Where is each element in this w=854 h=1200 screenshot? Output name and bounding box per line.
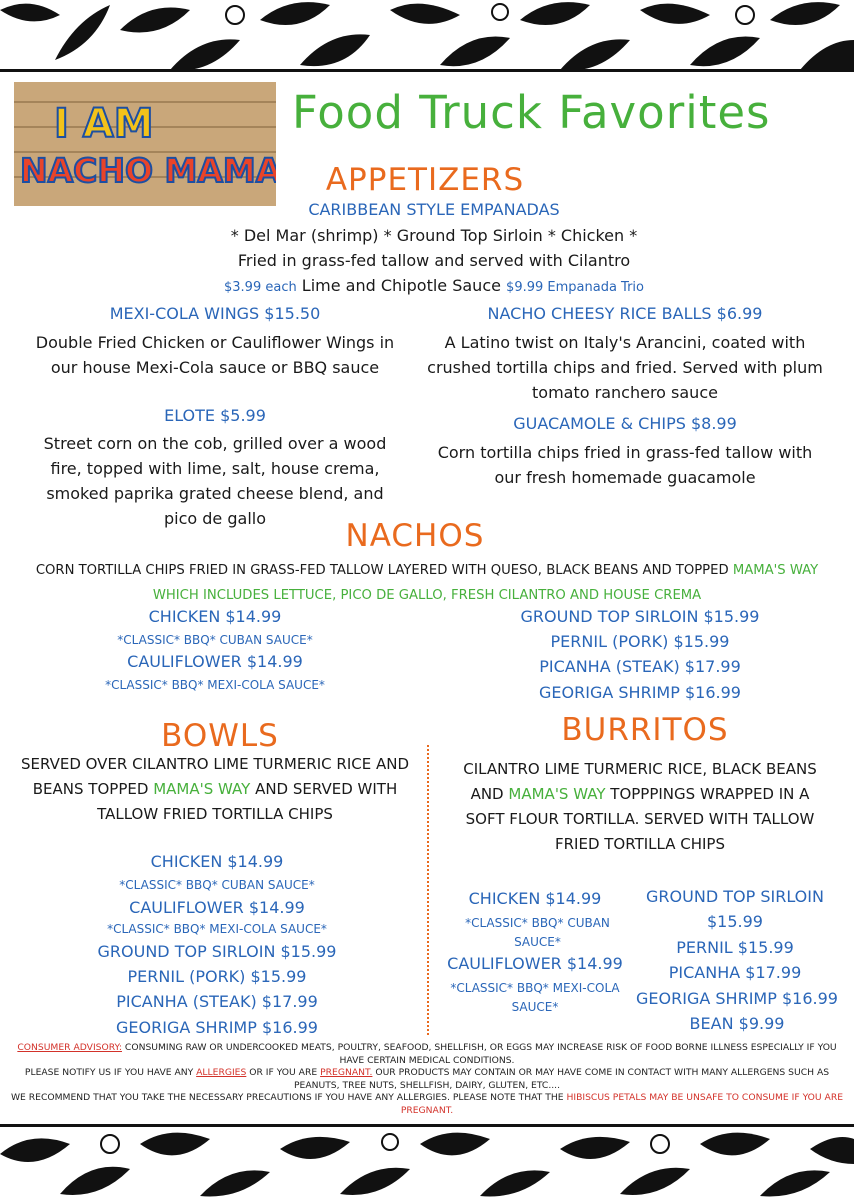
guac-name: GUACAMOLE & CHIPS $8.99 — [513, 414, 737, 433]
burritos-shrimp: GEORIGA SHRIMP $16.99 — [636, 989, 838, 1008]
burritos-bean: BEAN $9.99 — [689, 1014, 785, 1033]
nachos-pernil: PERNIL (PORK) $15.99 — [550, 632, 730, 651]
advisory-line3a: WE RECOMMEND THAT YOU TAKE THE NECESSARY PRECAUTIONS IF YOU HAVE ANY ALLERGIES. PLEASE NOTE THAT THE — [10, 1092, 564, 1104]
advisory-line1: CONSUMING RAW OR UNDERCOOKED MEATS, POULTRY, SEAFOOD, SHELLFISH, OR EGGS MAY INCREASE RISK OF FOOD BORNE ILLNESS ESPECIALLY IF YOU HAVE CERTAIN MEDICAL CONDITIONS. — [124, 1042, 837, 1066]
bowls-desc-b: AND SERVED WITH TALLOW FRIED TORTILLA CHIPS — [97, 780, 398, 823]
burritos-chicken: CHICKEN $14.99 — [468, 889, 602, 908]
advisory-allergies: ALLERGIES — [196, 1067, 247, 1079]
wings-desc: Double Fried Chicken or Cauliflower Wings in our house Mexi-Cola sauce or BBQ sauce — [35, 333, 395, 377]
nachos-cauliflower-sauces: *CLASSIC* BBQ* MEXI-COLA SAUCE* — [105, 678, 325, 692]
consumer-advisory — [10, 1042, 844, 1118]
empanada-each-price: $3.99 each — [224, 280, 297, 295]
top-leaf-border — [0, 0, 854, 72]
bowls-chicken: CHICKEN $14.99 — [150, 852, 284, 871]
empanadas-price-line — [0, 273, 854, 298]
burritos-picanha: PICANHA $17.99 — [668, 963, 802, 982]
empanadas-sauce: Lime and Chipotle Sauce — [301, 276, 501, 295]
nachos-picanha: PICANHA (STEAK) $17.99 — [539, 657, 741, 676]
column-divider — [427, 745, 429, 1035]
bowls-shrimp: GEORIGA SHRIMP $16.99 — [116, 1018, 318, 1037]
bowls-cauliflower: CAULIFLOWER $14.99 — [129, 898, 305, 917]
nachos-cauliflower: CAULIFLOWER $14.99 — [127, 652, 303, 671]
empanada-trio-price: $9.99 Empanada Trio — [506, 280, 644, 295]
burritos-sirloin-price: $15.99 — [707, 912, 763, 931]
bowls-picanha: PICANHA (STEAK) $17.99 — [116, 992, 318, 1011]
burritos-heading: BURRITOS — [561, 712, 729, 748]
burritos-cauliflower: CAULIFLOWER $14.99 — [447, 954, 623, 973]
logo-text-bottom: NACHO MAMA — [20, 151, 276, 190]
guac-desc: Corn tortilla chips fried in grass-fed tallow with our fresh homemade guacamole — [437, 443, 813, 487]
nachos-chicken-sauces: *CLASSIC* BBQ* CUBAN SAUCE* — [117, 633, 313, 647]
page-title: Food Truck Favorites — [292, 86, 771, 139]
empanadas-name: CARIBBEAN STYLE EMPANADAS — [308, 200, 560, 219]
logo-text-top: I AM — [54, 101, 154, 147]
bowls-cauliflower-sauces: *CLASSIC* BBQ* MEXI-COLA SAUCE* — [107, 922, 327, 936]
empanadas-desc: Fried in grass-fed tallow and served with Cilantro — [237, 251, 631, 270]
advisory-hibiscus: HIBISCUS PETALS MAY BE UNSAFE TO CONSUME IF YOU ARE PREGNANT. — [400, 1092, 844, 1116]
elote-desc: Street corn on the cob, grilled over a wood fire, topped with lime, salt, house crema, smoked paprika grated cheese blend, and pico de gallo — [43, 434, 387, 528]
empanadas-fillings: * Del Mar (shrimp) * Ground Top Sirloin * Chicken * — [230, 226, 638, 245]
burritos-cauliflower-sauces: *CLASSIC* BBQ* MEXI-COLA SAUCE* — [450, 981, 620, 1014]
bowls-heading: BOWLS — [161, 718, 279, 754]
advisory-line2c: OUR PRODUCTS MAY CONTAIN OR MAY HAVE COME IN CONTACT WITH MANY ALLERGENS SUCH AS PEANUTS, TREE NUTS, SHELLFISH, DAIRY, GLUTEN, ETC.... — [293, 1067, 830, 1091]
appetizers-heading: APPETIZERS — [325, 162, 525, 198]
advisory-line2b: OR IF YOU ARE — [249, 1067, 318, 1079]
rice-balls-name: NACHO CHEESY RICE BALLS $6.99 — [487, 304, 763, 323]
advisory-line2a: PLEASE NOTIFY US IF YOU HAVE ANY — [24, 1067, 194, 1079]
burritos-desc-b: TOPPPINGS WRAPPED IN A SOFT FLOUR TORTILLA. SERVED WITH TALLOW FRIED TORTILLA CHIPS — [465, 785, 815, 853]
bowls-chicken-sauces: *CLASSIC* BBQ* CUBAN SAUCE* — [119, 878, 315, 892]
bowls-desc — [10, 752, 420, 827]
burritos-pernil: PERNIL $15.99 — [676, 938, 794, 957]
nachos-chicken: CHICKEN $14.99 — [148, 607, 282, 626]
burritos-desc-a: CILANTRO LIME TURMERIC RICE, BLACK BEANS AND — [463, 760, 817, 803]
advisory-pregnant: PREGNANT. — [320, 1067, 373, 1079]
nachos-shrimp: GEORIGA SHRIMP $16.99 — [539, 683, 741, 702]
bowls-mamas-way: MAMA'S WAY — [153, 780, 251, 798]
burritos-desc — [450, 757, 830, 857]
burritos-mamas-way: MAMA'S WAY — [508, 785, 606, 803]
nachos-sirloin: GROUND TOP SIRLOIN $15.99 — [520, 607, 760, 626]
bowls-sirloin: GROUND TOP SIRLOIN $15.99 — [97, 942, 337, 961]
burritos-sirloin: GROUND TOP SIRLOIN — [646, 887, 824, 906]
bottom-leaf-border — [0, 1124, 854, 1200]
elote-name: ELOTE $5.99 — [164, 406, 266, 425]
nachos-desc-plain: CORN TORTILLA CHIPS FRIED IN GRASS-FED TALLOW LAYERED WITH QUESO, BLACK BEANS AND TOPPED — [35, 563, 729, 578]
wings-name: MEXI-COLA WINGS $15.50 — [109, 304, 321, 323]
advisory-label: CONSUMER ADVISORY: — [17, 1042, 122, 1053]
nachos-heading: NACHOS — [345, 518, 485, 554]
bowls-pernil: PERNIL (PORK) $15.99 — [127, 967, 307, 986]
rice-balls-desc: A Latino twist on Italy's Arancini, coated with crushed tortilla chips and fried. Served with plum tomato ranchero sauce — [427, 333, 823, 402]
nachos-mamas-way: MAMA'S WAY WHICH INCLUDES LETTUCE, PICO DE GALLO, FRESH CILANTRO AND HOUSE CREMA — [152, 563, 819, 603]
nachos-desc — [20, 558, 834, 608]
bowls-desc-a: SERVED OVER CILANTRO LIME TURMERIC RICE AND BEANS TOPPED — [20, 755, 409, 798]
burritos-chicken-sauces: *CLASSIC* BBQ* CUBAN SAUCE* — [465, 916, 610, 949]
